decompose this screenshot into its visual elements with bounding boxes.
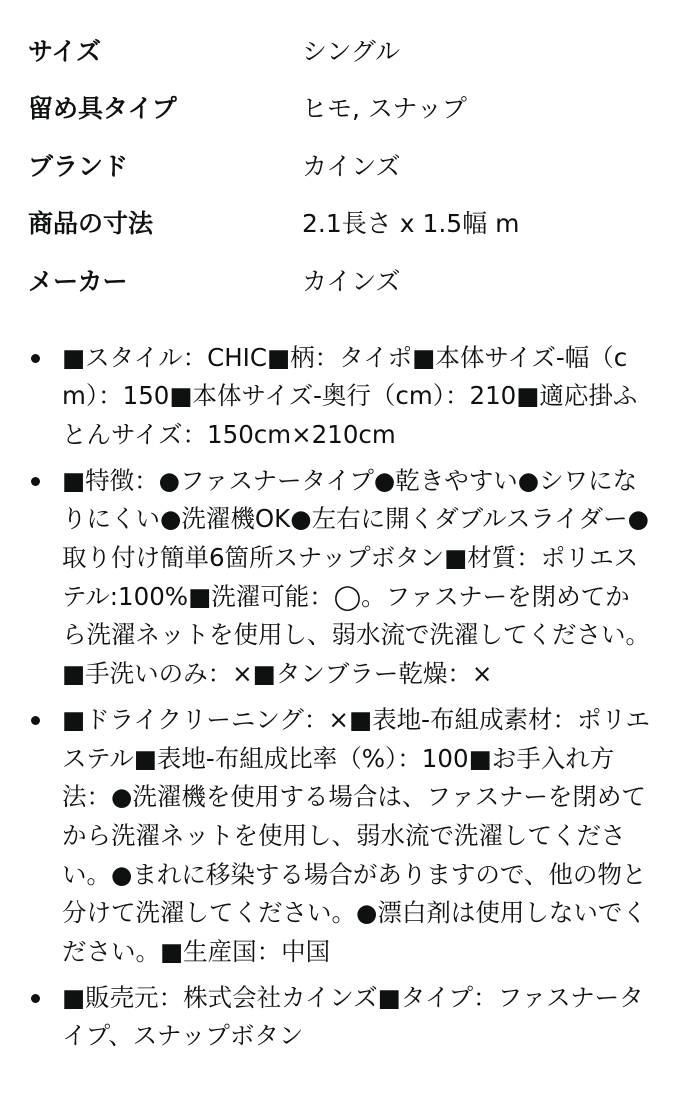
spec-row-fastener-type [28,81,653,139]
bullet-dot-icon [31,354,40,363]
product-spec-table [28,23,653,311]
spec-value: ヒモ, スナップ [302,94,467,124]
feature-bullet-text: ■ドライクリーニング：×■表地-布組成素材：ポリエステル■表地-布組成比率（%）：100■お手入れ方法：●洗濯機を使用する場合は、ファスナーを閉めてから洗濯ネットを使用し、弱水流で洗濯してください。●まれに移染する場合がありますので、他の物と分けて洗濯してください。●漂白剤は使用しないでください。■生産国：中国 [62,704,650,967]
spec-row-dimensions [28,196,653,254]
spec-label: サイズ [28,36,102,66]
bullet-dot-icon [31,994,40,1003]
spec-row-manufacturer [28,253,653,311]
spec-value: カインズ [302,151,401,181]
feature-bullet-item [28,462,653,694]
spec-value: カインズ [302,266,401,296]
spec-label: メーカー [28,266,128,296]
feature-bullet-item [28,339,653,455]
feature-bullet-list [28,339,653,1057]
spec-row-size [28,23,653,81]
feature-bullet-item [28,979,653,1056]
feature-bullet-text: ■販売元：株式会社カインズ■タイプ：ファスナータイプ、スナップボタン [62,982,644,1051]
spec-value: シングル [302,36,401,66]
feature-bullet-text: ■特徴：●ファスナータイプ●乾きやすい●シワになりにくい●洗濯機OK●左右に開くダブルスライダー●取り付け簡単6箇所スナップボタン■材質：ポリエステル:100%■洗濯可能：◯。ファスナーを閉めてから洗濯ネットを使用し、弱水流で洗濯してください。■手洗いのみ：×■タンブラー乾燥：× [62,465,650,689]
bullet-dot-icon [31,716,40,725]
spec-row-brand [28,138,653,196]
feature-bullet-item [28,701,653,972]
product-details-page [0,23,683,1103]
bullet-dot-icon [31,477,40,486]
feature-bullet-text: ■スタイル：CHIC■柄：タイポ■本体サイズ-幅（cm）：150■本体サイズ-奥行（cm）：210■適応掛ふとんサイズ：150cm×210cm [62,342,638,449]
spec-label: 商品の寸法 [28,209,154,239]
spec-label: 留め具タイプ [28,94,177,124]
spec-value: 2.1長さ x 1.5幅 m [302,209,520,239]
spec-label: ブランド [28,151,129,181]
